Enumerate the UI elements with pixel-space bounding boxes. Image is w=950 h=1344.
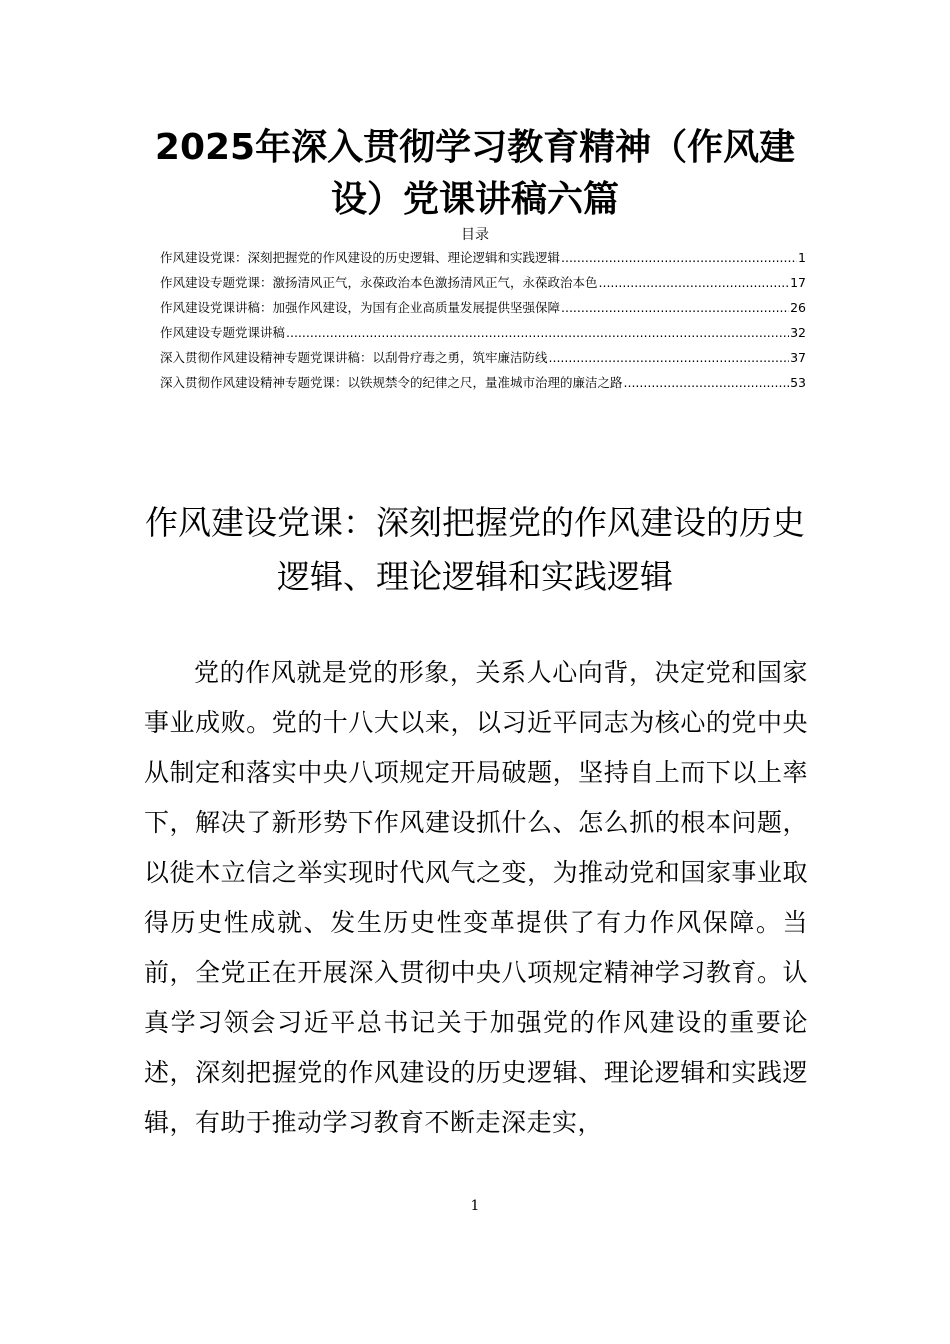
- toc-entry[interactable]: [160, 299, 806, 324]
- toc-entry-page: 37: [790, 350, 806, 365]
- toc-leader-dots: [561, 299, 789, 317]
- section-title: 作风建设党课：深刻把握党的作风建设的历史逻辑、理论逻辑和实践逻辑: [145, 503, 805, 596]
- toc-entry[interactable]: [160, 249, 806, 274]
- body-paragraph: 党的作风就是党的形象，关系人心向背，决定党和国家事业成败。党的十八大以来，以习近平同志为核心的党中央从制定和落实中央八项规定开局破题，坚持自上而下以上率下，解决了新形势下作风建设抓什么、怎么抓的根本问题，以徙木立信之举实现时代风气之变，为推动党和国家事业取得历史性成就、发生历史性变革提供了有力作风保障。当前，全党正在开展深入贯彻中央八项规定精神学习教育。认真学习领会习近平总书记关于加强党的作风建设的重要论述，深刻把握党的作风建设的历史逻辑、理论逻辑和实践逻辑，有助于推动学习教育不断走深走实，: [144, 658, 808, 1137]
- toc-entry-page: 53: [790, 375, 806, 390]
- toc-leader-dots: [549, 349, 790, 367]
- toc-entry-label: 作风建设专题党课：激扬清风正气，永葆政治本色激扬清风正气，永葆政治本色: [160, 275, 598, 290]
- toc-entry-label: 深入贯彻作风建设精神专题党课：以铁规禁令的纪律之尺，量准城市治理的廉洁之路: [160, 375, 623, 390]
- page-number: 1: [470, 1198, 480, 1214]
- toc-entry-label: 作风建设党课：深刻把握党的作风建设的历史逻辑、理论逻辑和实践逻辑: [160, 250, 561, 265]
- toc-entry[interactable]: [160, 374, 806, 399]
- toc-leader-dots: [624, 374, 790, 392]
- toc-leader-dots: [561, 249, 797, 267]
- toc-entry-page: 17: [790, 275, 806, 290]
- toc-entry-page: 1: [798, 250, 806, 265]
- table-of-contents: [160, 249, 806, 399]
- toc-entry-page: 32: [790, 325, 806, 340]
- toc-heading: 目录: [461, 227, 489, 243]
- document-title: 2025年深入贯彻学习教育精神（作风建设）党课讲稿六篇: [154, 127, 796, 220]
- toc-entry[interactable]: [160, 324, 806, 349]
- toc-entry-label: 作风建设专题党课讲稿: [160, 325, 286, 340]
- toc-leader-dots: [286, 324, 789, 342]
- toc-leader-dots: [599, 274, 790, 292]
- toc-entry[interactable]: [160, 274, 806, 299]
- toc-entry-label: 深入贯彻作风建设精神专题党课讲稿：以刮骨疗毒之勇，筑牢廉洁防线: [160, 350, 548, 365]
- toc-entry-label: 作风建设党课讲稿：加强作风建设，为国有企业高质量发展提供坚强保障: [160, 300, 561, 315]
- toc-entry-page: 26: [790, 300, 806, 315]
- toc-entry[interactable]: [160, 349, 806, 374]
